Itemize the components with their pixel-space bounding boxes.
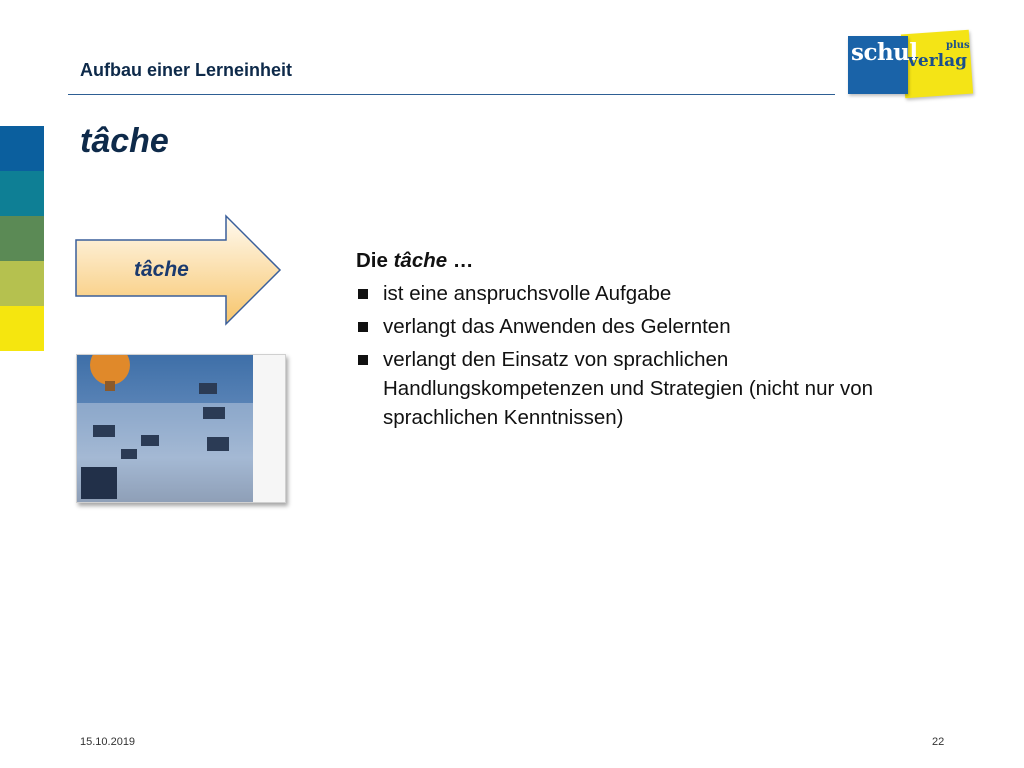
color-block-2 [0, 171, 44, 216]
logo-text-plus: plus [946, 40, 970, 51]
color-block-4 [0, 261, 44, 306]
thumbnail-side-panel [253, 355, 285, 502]
square-bullet-icon [358, 322, 368, 332]
bullet-item: ist eine anspruchsvolle Aufgabe [356, 279, 936, 308]
logo-text-verlag: verlag [908, 51, 968, 71]
square-bullet-icon [358, 289, 368, 299]
square-bullet-icon [358, 355, 368, 365]
color-block-1 [0, 126, 44, 171]
footer-date: 15.10.2019 [80, 736, 136, 748]
bullet-heading: Die tâche … [356, 249, 474, 272]
bullet-item: verlangt das Anwenden des Gelernten [356, 312, 936, 341]
task-page-thumbnail [76, 354, 286, 503]
logo-text-schul: schul [851, 39, 918, 66]
page-title: tâche [80, 122, 169, 160]
color-strip [0, 126, 44, 351]
color-block-3 [0, 216, 44, 261]
header-title: Aufbau einer Lerneinheit [80, 60, 293, 80]
tache-arrow [72, 212, 286, 328]
bullet-list [356, 246, 936, 436]
arrow-label: tâche [134, 258, 189, 281]
bullet-item: verlangt den Einsatz von sprachlichen Handlungskompetenzen und Strategien (nicht nur von sprachlichen Kenntnissen) [356, 345, 936, 432]
schulverlag-plus-logo [845, 28, 980, 100]
page-number: 22 [932, 736, 945, 748]
color-block-5 [0, 306, 44, 351]
header-divider [68, 94, 835, 95]
